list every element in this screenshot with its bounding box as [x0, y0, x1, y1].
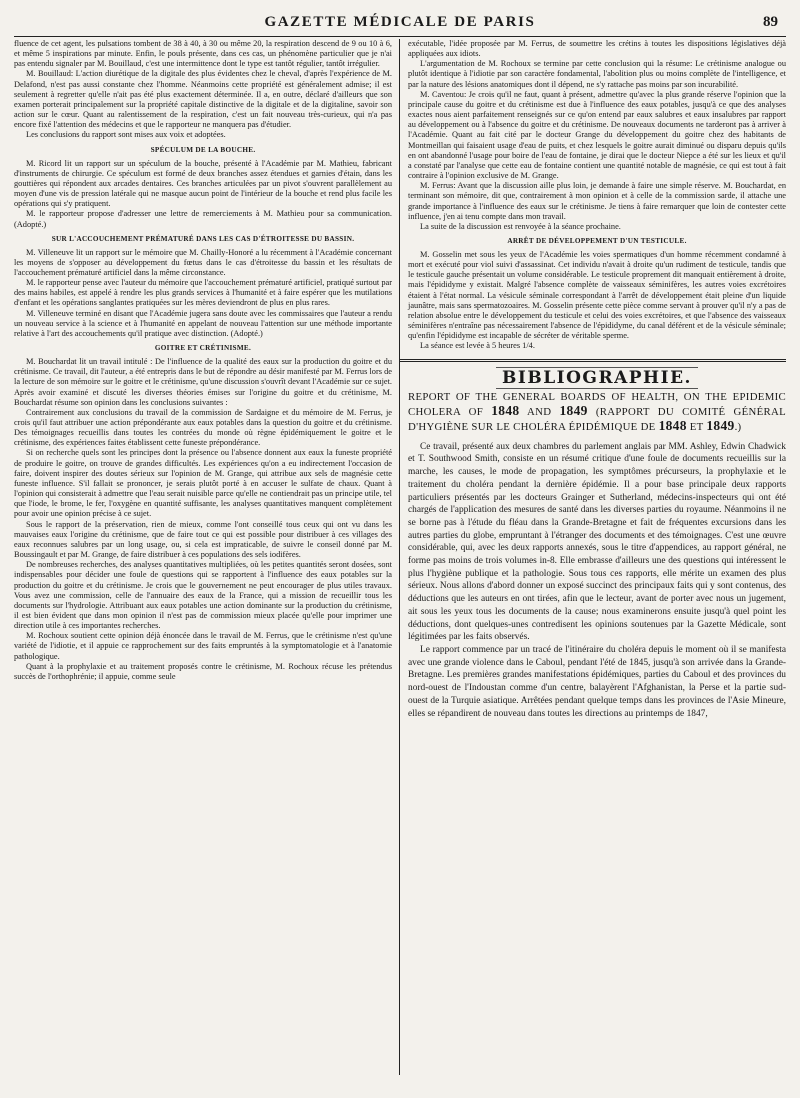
bibliography-body: [408, 441, 786, 720]
columns: [14, 39, 786, 1075]
section-heading: SUR L'ACCOUCHEMENT PRÉMATURÉ DANS LES CAS D'ÉTROITESSE DU BASSIN.: [51, 234, 355, 243]
paragraph: M. Ferrus: Avant que la discussion aille plus loin, je demande à faire une simple réserve. M. Bouchardat, en terminant son mémoire, dit que, contrairement à mon opinion et à celle de la commission sarde, il attache une grande importance à l'influence des eaux sur le crétinisme. Je tiens à faire remarquer que loin de contester cette influence, j'en ai tenu compte dans mon travail.: [408, 181, 786, 221]
report-year: 1848: [491, 402, 520, 418]
paragraph: De nombreuses recherches, des analyses quantitatives multipliées, où les petites quantités seront dosées, sont indispensables pour décider une foule de questions qui se rapportent à l'influence des eaux potables sur la production du goitre et du crétinisme. Je crois que le gouvernement ne peut encourager de plus utiles travaux. Vous avez une commission, celle de l'annuaire des eaux de la France, qui a mission de recueillir tous les documents sur l'hydrologie. Attribuant aux eaux potables une action dominante sur la production du crétinisme, il est bien évident que dans mon opinion il n'est pas de commission mieux placée qu'elle pour imprimer une direction utile à ces importantes recherches.: [14, 560, 392, 631]
left-column: [14, 39, 400, 1075]
section-heading: SPÉCULUM DE LA BOUCHE.: [150, 145, 256, 154]
paragraph: M. le rapporteur propose d'adresser une lettre de remerciements à M. Mathieu pour sa communication. (Adopté.): [14, 209, 392, 229]
section-heading: GOITRE ET CRÉTINISME.: [154, 344, 252, 353]
paragraph: Quant à la prophylaxie et au traitement proposés contre le crétinisme, M. Rochoux récuse les prétendus succès de l'orthophrénie; il appuie, comme seule: [14, 661, 392, 681]
double-rule-divider: [400, 359, 786, 362]
paragraph: La suite de la discussion est renvoyée à la séance prochaine.: [420, 221, 621, 231]
paragraph: Ce travail, présenté aux deux chambres du parlement anglais par MM. Ashley, Edwin Chadwick et T. Southwood Smith, consiste en un résumé critique d'une foule de documents recueillis sur la marche, les causes, le mode de propagation, les symptômes précurseurs, la prophylaxie et le traitement du choléra pendant la dernière épidémie. Il a pour base principale deux rapports particuliers présentés par les docteurs Grainger et Sutherland, médecins-inspecteurs qui ont été chargés de l'application des mesures de santé dans les diverses parties du royaume. Néanmoins il ne se borne pas à l'étude du fléau dans la Grande-Bretagne et fait de fréquentes excursions dans les autres parties du globe, empruntant à l'étranger des documents et des témoignages. C'est une œuvre considérable, qui, avec les deux rapports annexés, sous le titre d'appendices, au rapport général, ne forme pas moins de trois volumes in-8. Elle embrasse d'ailleurs une des questions qui intéressent le plus l'hygiène publique et la pathologie. Sous tous ces rapports, elle mérite un examen des plus sérieux. Nous allons d'abord donner un exposé succinct des principaux faits qui y sont contenus, des déductions que les auteurs en ont tirées, afin que le lecteur, avant de porter avec nous un jugement, ait sous les yeux tous les documents de la cause; nous examinerons ensuite jusqu'à quel point les déductions, dont quelques-unes contredisent les opinions soutenues par la Gazette Médicale, sont légitimées par les faits observés.: [408, 441, 786, 643]
paragraph: M. le rapporteur pense avec l'auteur du mémoire que l'accouchement prématuré artificiel, pratiqué surtout par des mains habiles, est appelé à rendre les plus grands services à l'humanité et à faire espérer que les mutilations d'enfant et les opérations sanglantes pratiquées sur les mères deviendront de plus en plus rares.: [14, 278, 392, 308]
page-number: 89: [763, 14, 778, 30]
report-title-part: ET: [686, 421, 707, 434]
report-year: 1848: [658, 418, 687, 434]
paragraph: M. Villeneuve lit un rapport sur le mémoire que M. Chailly-Honoré a lu récemment à l'Académie concernant les moyens de s'opposer au développement du fœtus dans le cas d'étroitesse du bassin et les résultats de l'accouchement prématuré artificiel dans la même circonstance.: [14, 247, 392, 277]
report-year: 1849: [559, 402, 588, 418]
report-title-part: (RAPPORT DU COMITÉ GÉNÉRAL D'HYGIÈNE SUR LE CHOLÉRA ÉPIDÉMIQUE DE: [408, 405, 786, 434]
paragraph: M. Ricord lit un rapport sur un spéculum de la bouche, présenté à l'Académie par M. Mathieu, fabricant d'instruments de chirurgie. Ce spéculum est formé de deux branches assez étendues et garnies d'étain, dans les gouttières qui répondent aux arcades dentaires. Ces branches articulées par un pivot s'ouvrent parallèlement au moyen d'une vis de pression latérale qui ne masque aucun point de l'intérieur de la bouche et rend plus facile les opérations qui s'y pratiquent.: [14, 158, 392, 209]
journal-title: GAZETTE MÉDICALE DE PARIS: [264, 14, 536, 30]
paragraph: La séance est levée à 5 heures 1/4.: [420, 341, 535, 351]
report-title-part: REPORT OF THE GENERAL BOARDS OF HEALTH, ON THE EPIDEMIC CHOLERA OF: [408, 390, 786, 418]
report-title-part: .): [734, 421, 742, 434]
paragraph: Si on recherche quels sont les principes dont la présence ou l'absence donnent aux eaux la funeste propriété de produire le goitre, on trouve de grandes difficultés. Les expériences qu'on a eu indirectement l'occasion de faire, doivent inspirer des doutes sérieux sur l'opinion de M. Grange, qui attribue aux sels de magnésie cette funeste influence. S'il fallait se prononcer, je serais plutôt porté à en accuser le sulfate de chaux. Quant à l'opinion qui consisterait à admettre que l'eau serait nuisible parce qu'elle ne contiendrait pas un principe utile, tel que l'iode, le brome, le fer, l'oxygène en quantité suffisante, les analyses quantitatives manquent complètement pour avoir une opinion précise à ce sujet.: [14, 448, 392, 519]
paragraph: M. Villeneuve terminé en disant que l'Académie jugera sans doute avec les commissaires que l'auteur a rendu un nouveau service à la science et à l'humanité en appelant de nouveau l'attention sur une méthode importante relative à l'art des accouchements qu'il pratique avec distinction. (Adopté.): [14, 308, 392, 338]
paragraph: M. Gosselin met sous les yeux de l'Académie les voies spermatiques d'un homme récemment condamné à mort et exécuté pour viol suivi d'assassinat. Cet individu n'avait à droite qu'un rudiment de testicule, tandis que le testicule gauche présentait un volume considérable. Le testicule proprement dit manquait entièrement à droite, mais l'épididyme y existait. Malgré l'absence complète de vaisseaux séminifères, les autres voies excrétoires étaient à l'état normal. La vésicule séminale correspondant à l'arrêt de développement était pleine d'un liquide jaunâtre, mais sans spermatozoaires. M. Gosselin présente cette pièce comme servant à prouver qu'il n'y a pas de relation absolue entre le développement du testicule et celui des voies excrétoires, et que l'absence des vaisseaux séminifères n'entraîne pas nécessairement l'absence de l'épididyme, du canal déférent et de la vésicule séminale; qu'enfin l'épididyme est incapable de sécréter de véritable sperme.: [408, 249, 786, 341]
page-header: [14, 12, 786, 37]
bibliography-title: BIBLIOGRAPHIE.: [496, 367, 698, 389]
paragraph: fluence de cet agent, les pulsations tombent de 38 à 40, à 30 ou même 20, la respiration descend de 9 ou 10 à 6, et même 5 inspirations par minute. Enfin, le pouls présente, dans ces cas, un phénomène particulier que je n'ai pas entendu signaler par M. Bouillaud, c'est une intermittence dont le type est tantôt régulier, tantôt irrégulier.: [14, 39, 392, 69]
paragraph: Les conclusions du rapport sont mises aux voix et adoptées.: [26, 130, 226, 140]
paragraph: L'argumentation de M. Rochoux se termine par cette conclusion qui la résume: Le crétinisme analogue ou plutôt identique à l'idiotie par son caractère fondamental, l'abolition plus ou moins complète de l'intelligence, et par la nature des lésions anatomiques dont il dépend, ne s'y rattache pas moins par son incurabilité.: [408, 59, 786, 89]
paragraph: Le rapport commence par un tracé de l'itinéraire du choléra depuis le moment où il se manifesta avec une grande violence dans le Caboul, pendant l'été de 1845, jusqu'à son arrivée dans la Grande-Bretagne. Les premières grandes manifestations épidémiques, parties du Caboul et des provinces du nord-ouest de l'Indoustan comme d'un centre, balayèrent l'Afghanistan, la Perse et la partie sud-ouest de la Turquie asiatique. Arrêtées pendant quelque temps dans les provinces de l'Asie Mineure, elles se répandirent de nouveau dans toutes les directions au printemps de 1847,: [408, 645, 786, 719]
paragraph: M. Bouillaud: L'action diurétique de la digitale des plus évidentes chez le cheval, d'après l'expérience de M. Delafond, n'est pas aussi constante chez l'homme. Néanmoins cette propriété est généralement admise; il est seulement à regretter qu'elle n'ait pas été plus exactement déterminée. Il a, en outre, déclaré d'ailleurs que son examen porterait principalement sur la propriété capitale distinctive de la digitale et de la digitaline, savoir son action sur le cœur. Quant au ralentissement de la respiration, c'est un fait nouveau très-curieux, qui n'a pas encore fixé l'attention des médecins et que le rapporteur ne manquera pas d'étudier.: [14, 69, 392, 130]
paragraph: exécutable, l'idée proposée par M. Ferrus, de soumettre les crétins à toutes les dispositions législatives déjà appliquées aux idiots.: [408, 39, 786, 59]
right-column: [400, 39, 786, 1075]
paragraph: M. Rochoux soutient cette opinion déjà énoncée dans le travail de M. Ferrus, que le crétinisme n'est qu'une variété de l'idiotie, et il appuie ce rapprochement sur des faits empruntés à la symptomatologie et à l'anatomie pathologique.: [14, 631, 392, 661]
paragraph: M. Bouchardat lit un travail intitulé : De l'influence de la qualité des eaux sur la production du goitre et du crétinisme. Ce travail, dit l'auteur, a été entrepris dans le but de répondre au désir manifesté par M. Ferrus lors de la lecture de son mémoire sur le goitre et le crétinisme, qu'une discussion s'ouvrît devant l'Académie sur ce sujet. Après avoir examiné et discuté les diverses théories émises sur l'origine du goitre et du crétinisme, M. Bouchardat résume son opinion dans les conclusions suivantes :: [14, 357, 392, 407]
newspaper-page: [0, 12, 800, 1098]
paragraph: Contrairement aux conclusions du travail de la commission de Sardaigne et du mémoire de M. Ferrus, je crois qu'il faut attribuer une action prépondérante aux eaux potables dans la question du goitre et du crétinisme. Des témoignages recueillis dans toutes les contrées du monde où règne épidémiquement le goitre et le crétinisme, des expériences faites établissent cette funeste prépondérance.: [14, 407, 392, 448]
report-year: 1849: [706, 418, 735, 434]
paragraph: M. Caventou: Je crois qu'il ne faut, quant à présent, admettre qu'avec la plus grande réserve l'opinion que la principale cause du goitre et du crétinisme est due à l'influence des eaux potables, jusqu'à ce que des analyses exactes nous aient parfaitement renseignés sur ce qu'on entend par eaux salubres et eaux insalubres par rapport au développement ou à l'absence du goitre et du crétinisme. De nouveaux documents ne tarderont pas à arriver à l'Académie. Quant au fait cité par le docteur Grange du développement du goitre chez des habitants de Montmeillan qui faisaient usage d'eau de puits, et chez lesquels le goitre aurait diminué ou disparu depuis qu'ils en ont abandonné l'usage pour boire de l'eau de fontaine, je dirai que le docteur Niepce a été sur les lieux et qu'il a constaté par l'analyse que cette eau de fontaine contient une quantité notable de magnésie, ce qui est tout à fait contraire à l'opinion exclusive de M. Grange.: [408, 89, 786, 181]
report-title-part: AND: [519, 405, 560, 418]
report-title: [408, 391, 786, 435]
section-heading: ARRÊT DE DÉVELOPPEMENT D'UN TESTICULE.: [507, 236, 687, 245]
bibliography-heading: [408, 368, 786, 388]
paragraph: Sous le rapport de la préservation, rien de mieux, comme l'ont conseillé tous ceux qui ont vu dans les mauvaises eaux l'origine du crétinisme, que de faire tout ce qui est possible pour distribuer à ces villages des eaux reconnues salubres par un long usage, ou, si cela est impraticable, de suivre le conseil donné par M. Boussingault et par M. Grange, de faire distribuer à ces populations des sels iodifères.: [14, 519, 392, 560]
